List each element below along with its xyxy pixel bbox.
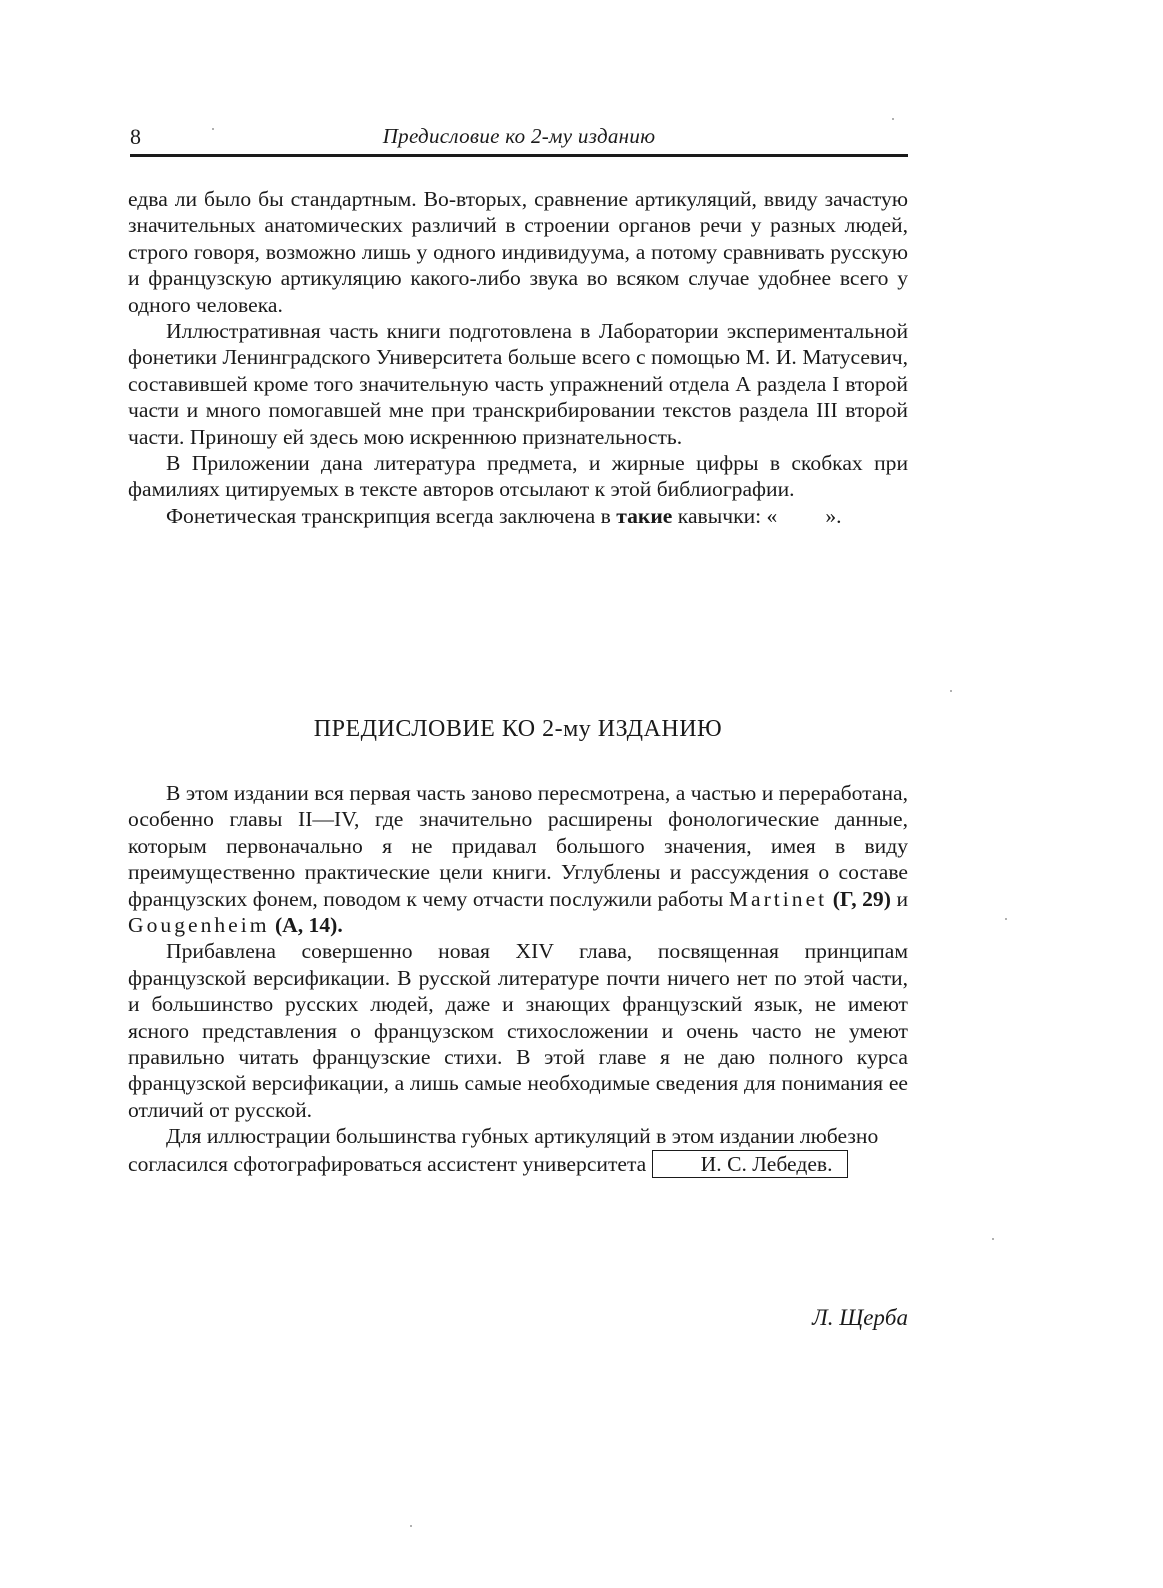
bold-word: такие bbox=[616, 503, 673, 528]
paragraph bbox=[128, 780, 908, 938]
paragraph: В Приложении дана литература предмета, и жирные цифры в скобках при фамилиях цитируемых в тексте авторов отсылают к этой библиографии. bbox=[128, 451, 908, 502]
boxed-name: И. С. Лебедев. bbox=[652, 1150, 848, 1178]
section-heading: ПРЕДИСЛОВИЕ КО 2-му ИЗДАНИЮ bbox=[313, 716, 723, 742]
scan-speck bbox=[992, 1238, 994, 1240]
paragraph: Прибавлена совершенно новая XIV глава, посвященная принципам французской версификации. В русской литературе почти ничего нет по этой части, и большинство русских людей, даже и знающих французский язык, не имеют ясного представления о французском стихосложении и очень часто не умеют правильно читать французские стихи. В этой главе я не даю полного курса французской версификации, а лишь самые необходимые сведения для понимания ее отличий от русской. bbox=[128, 939, 908, 1122]
page-number: 8 bbox=[130, 124, 141, 149]
paragraph bbox=[128, 1123, 908, 1177]
author-name: Gougenheim bbox=[128, 913, 270, 938]
text-span: В этом издании вся первая часть заново пересмотрена, а частью и переработана, особенно главы II—IV, где значительно расширены фонологические данные, которым первоначально я не придавал большого значения, имея в виду преимущественно практические цели книги. Углублены и рассуждения о составе французских фонем, поводом к чему отчасти послужили работы bbox=[128, 781, 908, 911]
bibliography-ref: (Г, 29) bbox=[832, 886, 891, 911]
bibliography-ref: (А, 14). bbox=[274, 913, 343, 938]
scan-speck bbox=[950, 690, 952, 692]
signature: Л. Щерба bbox=[812, 1305, 908, 1330]
paragraph: Иллюстративная часть книги подготовлена в Лаборатории экспериментальной фонетики Ленинградского Университета больше всего с помощью М. И. Матусевич, составившей кроме того значительную часть упражнений отдела А раздела I второй части и много помогавшей мне при транскрибировании текстов раздела III второй части. Приношу ей здесь мою искреннюю признательность. bbox=[128, 319, 908, 449]
running-title: Предисловие ко 2-му изданию bbox=[382, 124, 656, 148]
text-span: и bbox=[896, 886, 908, 911]
text-span: ». bbox=[825, 503, 842, 528]
scan-speck bbox=[892, 118, 894, 120]
running-head bbox=[130, 118, 908, 157]
paragraph-transcription bbox=[128, 503, 908, 529]
scan-speck bbox=[410, 1525, 412, 1527]
author-name: Martinet bbox=[728, 886, 828, 911]
scan-speck bbox=[212, 128, 214, 130]
paragraph: едва ли было бы стандартным. Во-вторых, сравнение артикуляций, ввиду зачастую значительных анатомических различий в строении органов речи у разных людей, строго говоря, возможно лишь у одного индивидуума, а потому сравнивать русскую и французскую артикуляцию какого-либо звука во всяком случае удобнее всего у одного человека. bbox=[128, 187, 908, 317]
text-span: Для иллюстрации большинства губных артикуляций в этом издании любезно согласился сфотографироваться ассистент университета bbox=[128, 1124, 879, 1176]
text-span: Фонетическая транскрипция всегда заключена в bbox=[166, 503, 611, 528]
second-edition-block bbox=[128, 780, 908, 1178]
text-span: кавычки: « bbox=[677, 503, 778, 528]
preface-end-block bbox=[128, 186, 908, 529]
scan-speck bbox=[1005, 918, 1007, 920]
